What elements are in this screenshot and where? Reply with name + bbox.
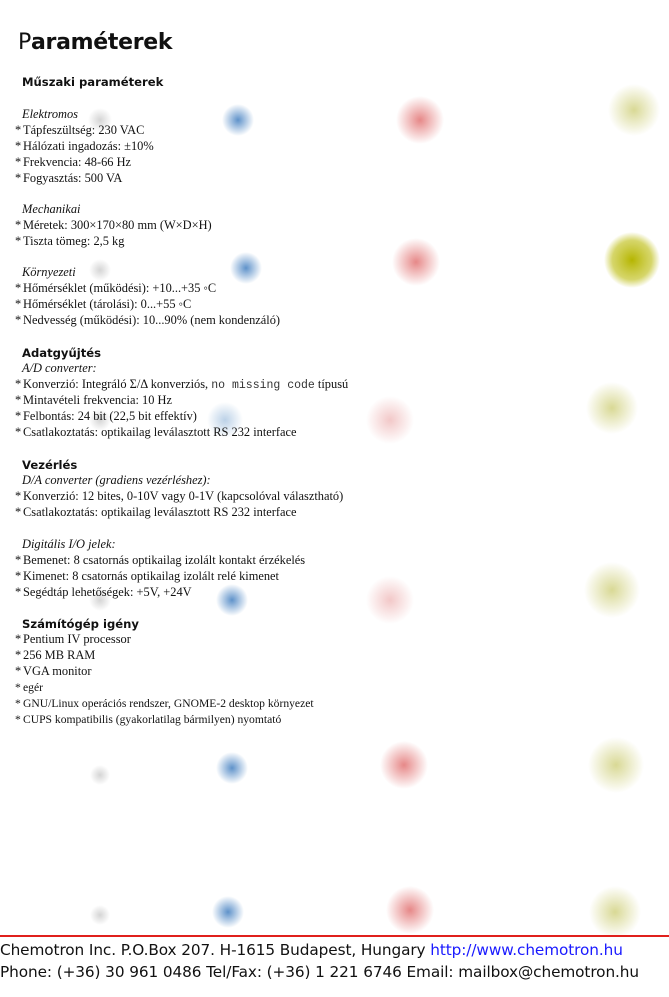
subheading-da-converter: D/A converter (gradiens vezérléshez): bbox=[22, 473, 211, 487]
spot-red bbox=[392, 238, 440, 286]
footer-address: Chemotron Inc. P.O.Box 207. H-1615 Budapest, Hungary http://www.chemotron.hu bbox=[0, 941, 623, 959]
list-item: * CUPS kompatibilis (gyakorlatilag bármilyen) nyomtató bbox=[15, 713, 282, 726]
spot-blue bbox=[216, 584, 248, 616]
list-item: * Frekvencia: 48-66 Hz bbox=[15, 155, 132, 169]
spot-yellow bbox=[586, 382, 638, 434]
code-text: no missing code bbox=[211, 379, 315, 392]
list-item: * Hálózati ingadozás: ±10% bbox=[15, 139, 154, 153]
spot-yellow bbox=[604, 232, 660, 288]
spot-blue bbox=[212, 896, 244, 928]
section-heading-main: Műszaki paraméterek bbox=[22, 75, 164, 89]
footer-divider bbox=[0, 935, 669, 937]
spot-red bbox=[386, 886, 434, 934]
section-heading-control: Vezérlés bbox=[22, 458, 78, 472]
spot-red bbox=[396, 96, 444, 144]
spot-yellow bbox=[588, 737, 644, 793]
spot-yellow bbox=[589, 886, 641, 935]
list-item: * Méretek: 300×170×80 mm (W×D×H) bbox=[15, 218, 212, 232]
list-item: * 256 MB RAM bbox=[15, 648, 96, 662]
spot-blue bbox=[230, 252, 262, 284]
list-item: * Konverzió: 12 bites, 0-10V vagy 0-1V (kapcsolóval választható) bbox=[15, 489, 344, 503]
list-item: * Felbontás: 24 bit (22,5 bit effektív) bbox=[15, 409, 197, 423]
list-item: * Csatlakoztatás: optikailag leválasztott RS 232 interface bbox=[15, 505, 297, 519]
subheading-ad-converter: A/D converter: bbox=[22, 361, 97, 375]
list-item: * Pentium IV processor bbox=[15, 632, 131, 646]
spot-gray bbox=[90, 905, 110, 925]
page-title: Paraméterek bbox=[18, 30, 173, 55]
list-item: * Fogyasztás: 500 VA bbox=[15, 171, 123, 185]
section-heading-acquisition: Adatgyűjtés bbox=[22, 346, 102, 360]
list-item: * Hőmérséklet (tárolási): 0...+55 ◦C bbox=[15, 297, 192, 311]
list-item: * GNU/Linux operációs rendszer, GNOME-2 desktop környezet bbox=[15, 697, 314, 710]
spot-red bbox=[380, 741, 428, 789]
subheading-electrical: Elektromos bbox=[22, 107, 78, 121]
list-item: * Mintavételi frekvencia: 10 Hz bbox=[15, 393, 172, 407]
list-item: * Tiszta tömeg: 2,5 kg bbox=[15, 234, 125, 248]
list-item: * Kimenet: 8 csatornás optikailag izolált relé kimenet bbox=[15, 569, 279, 583]
list-item: * Nedvesség (működési): 10...90% (nem kondenzáló) bbox=[15, 313, 281, 327]
list-item: * Bemenet: 8 csatornás optikailag izolált kontakt érzékelés bbox=[15, 553, 306, 567]
section-heading-computer: Számítógép igény bbox=[22, 617, 139, 631]
spot-red bbox=[366, 576, 414, 624]
subheading-mechanical: Mechanikai bbox=[22, 202, 81, 216]
spot-gray bbox=[90, 765, 110, 785]
list-item: * Konverzió: Integráló Σ/Δ konverziós, no missing code típusú bbox=[15, 377, 349, 392]
list-item: * egér bbox=[15, 681, 43, 694]
spot-yellow bbox=[608, 84, 660, 136]
footer-contact: Phone: (+36) 30 961 0486 Tel/Fax: (+36) 1 221 6746 Email: mailbox@chemotron.hu bbox=[0, 963, 639, 981]
subheading-digital-io: Digitális I/O jelek: bbox=[22, 537, 116, 551]
list-item: * VGA monitor bbox=[15, 664, 92, 678]
list-item: * Segédtáp lehetőségek: +5V, +24V bbox=[15, 585, 192, 599]
list-item: * Tápfeszültség: 230 VAC bbox=[15, 123, 145, 137]
spot-blue bbox=[216, 752, 248, 784]
spot-gray bbox=[89, 259, 111, 281]
list-item: * Csatlakoztatás: optikailag leválasztott RS 232 interface bbox=[15, 425, 297, 439]
website-link[interactable]: http://www.chemotron.hu bbox=[430, 941, 623, 959]
spot-red bbox=[366, 396, 414, 444]
list-item: * Hőmérséklet (működési): +10...+35 ◦C bbox=[15, 281, 217, 295]
spot-yellow bbox=[584, 562, 640, 618]
subheading-environment: Környezeti bbox=[22, 265, 76, 279]
spot-blue bbox=[222, 104, 254, 136]
